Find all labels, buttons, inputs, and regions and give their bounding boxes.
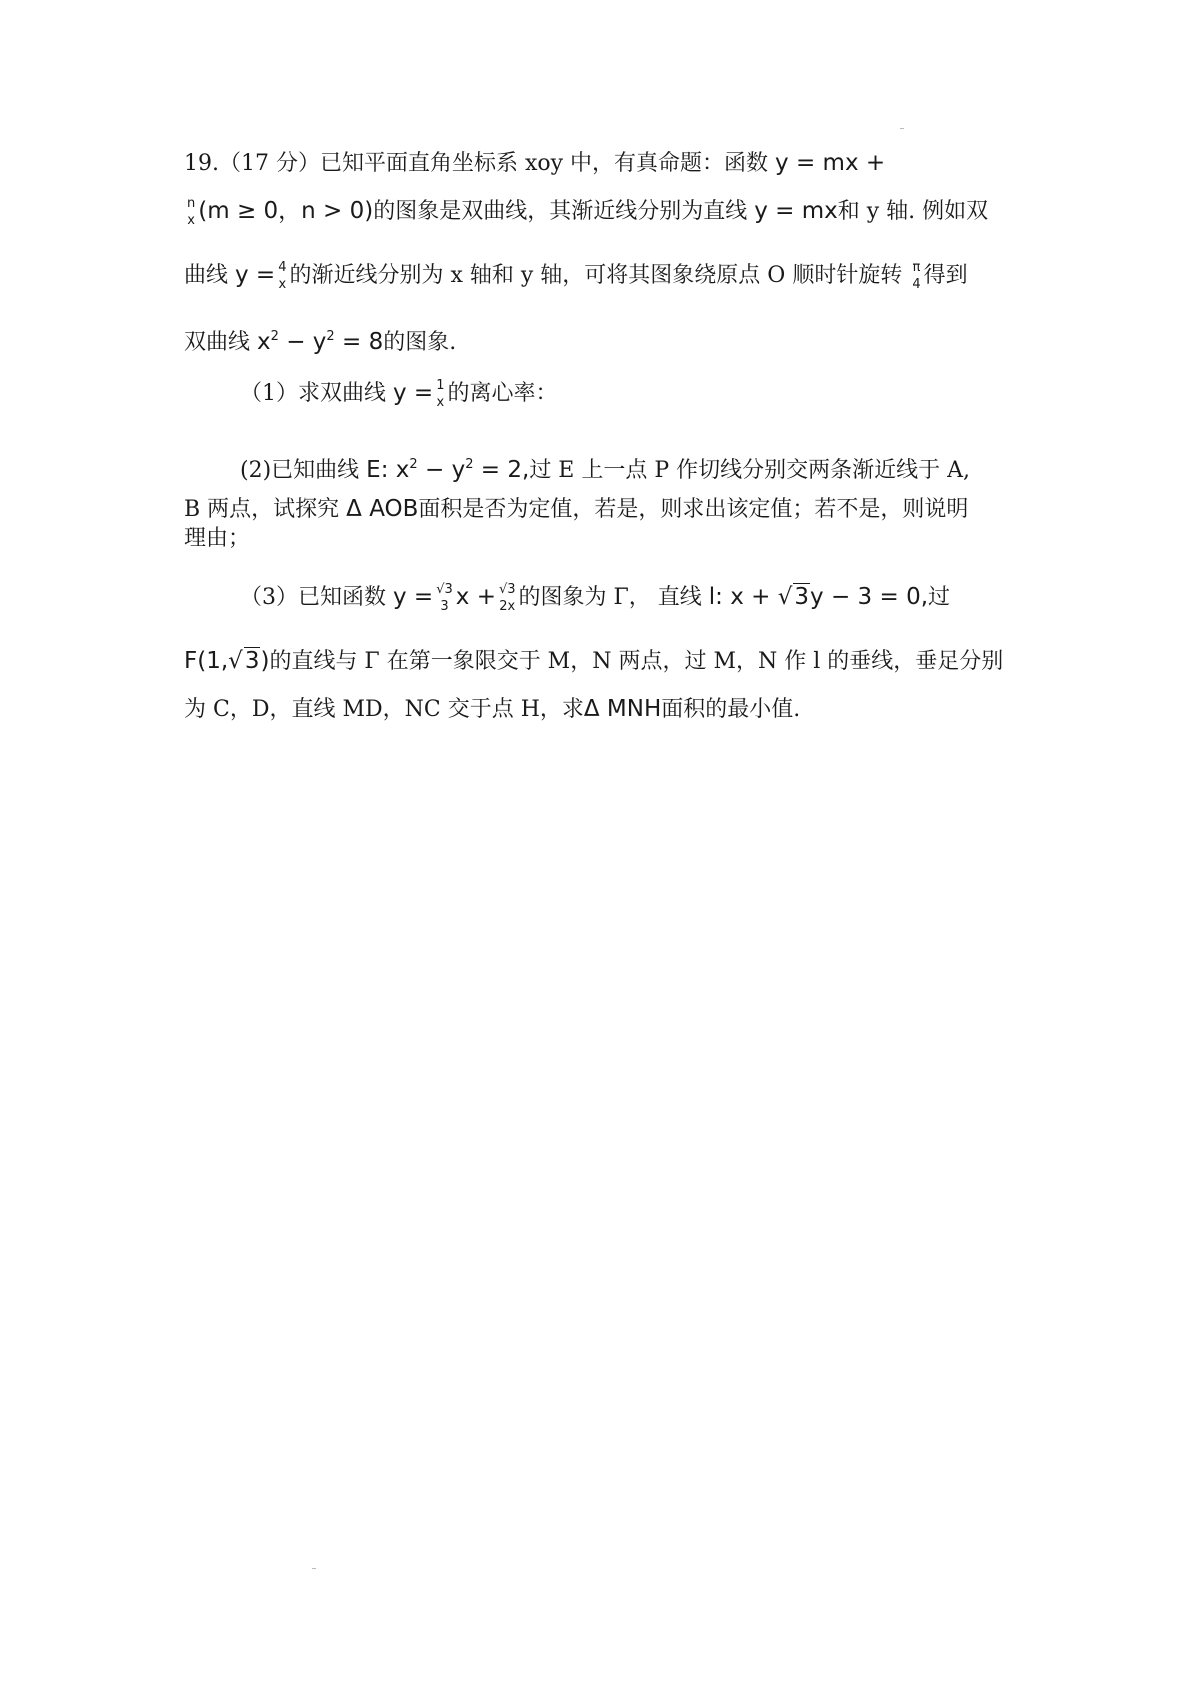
question-2-text-tail: 面积是否为定值，若是，则求出该定值；若不是，则说明 [418,497,969,522]
problem-line-3 [184,260,1024,291]
triangle-aob: Δ AOB [346,496,419,522]
fraction-denominator: x [187,213,195,228]
function-formula: y = mx + [775,150,886,176]
problem-intro-text: 19.（17 分）已知平面直角坐标系 xoy 中，有真命题：函数 [184,151,776,176]
asymptote-text-tail: 和 y 轴. 例如双 [837,199,989,224]
question-3-text: 的直线与 Γ 在第一象限交于 M，N 两点，过 M，N 作 l 的垂线，垂足分别 [269,649,1004,674]
question-3-text: （3）已知函数 [240,585,393,610]
question-3-line-1 [240,582,1024,613]
point-f: F(1,√3) [184,648,270,674]
curve-e-formula: E: $x^2 - y^2 = 2$, [366,457,530,483]
question-3-text-tail: 过 [928,585,951,610]
fraction-1-over-x [435,379,445,409]
question-3-text-tail: 面积的最小值. [661,697,801,722]
function-gamma-formula-mid: x + [455,584,496,610]
fraction-numerator: π [912,260,921,275]
parameter-condition: (m ≥ 0，n > 0) [198,198,374,224]
fraction-denominator: 3 [440,599,449,614]
example-text: 曲线 [184,263,235,288]
question-2-text: 理由； [184,526,251,551]
question-2-text: B 两点，试探究 [184,497,347,522]
fraction-pi-over-4 [911,261,921,291]
question-2-text: (2)已知曲线 [240,458,367,483]
fraction-sqrt3-over-2x [498,583,517,613]
question-3-text: 为 C，D，直线 MD，NC 交于点 H，求 [184,697,584,722]
fraction-denominator: 4 [912,277,921,292]
problem-line-1 [184,148,1024,179]
fraction-sqrt3-over-3 [435,583,454,613]
hyperbola-text: 双曲线 [184,330,257,355]
fraction-denominator: x [278,277,287,292]
rotation-text: 的渐近线分别为 x 轴和 y 轴，可将其图象绕原点 O 顺时针旋转 [289,263,910,288]
line-l-formula: l: x + √3y − 3 = 0, [708,584,929,610]
rotation-text-tail: 得到 [923,263,968,288]
question-3-text-mid: 的图象为 Γ， 直线 [518,585,709,610]
question-3-line-2 [184,646,1024,677]
fraction-n-over-x [186,197,196,227]
scan-speck [312,1568,316,1569]
example-formula: y = [235,262,276,288]
triangle-mnh: Δ MNH [583,696,662,722]
problem-line-2 [184,196,1024,227]
hyperbola-text-tail: 的图象. [383,330,457,355]
scan-speck [900,128,904,129]
function-gamma-formula: y = [393,584,434,610]
hyperbola-formula: $x^2 - y^2 = 8$ [257,329,384,355]
question-3-line-3 [184,694,1024,725]
fraction-numerator: √3 [498,582,516,597]
fraction-numerator: 1 [436,378,445,393]
problem-line-4 [184,322,1024,358]
fraction-numerator: √3 [436,582,453,597]
question-1-formula: y = [393,380,434,406]
fraction-numerator: n [187,196,196,211]
asymptote-text: 的图象是双曲线，其渐近线分别为直线 [373,199,755,224]
question-1-text-tail: 的离心率： [447,381,558,406]
question-1-text: （1）求双曲线 [240,381,393,406]
asymptote-line-formula: y = mx [754,198,838,224]
question-2-line-2 [184,494,1024,525]
question-2-text-tail: 过 E 上一点 P 作切线分别交两条渐近线于 A, [529,458,971,483]
question-2-line-1 [240,450,1024,486]
fraction-numerator: 4 [278,260,287,275]
fraction-4-over-x [277,261,287,291]
question-2-line-3 [184,524,1024,554]
fraction-denominator: 2x [499,599,516,614]
fraction-denominator: x [436,395,445,410]
question-1 [240,378,1024,409]
